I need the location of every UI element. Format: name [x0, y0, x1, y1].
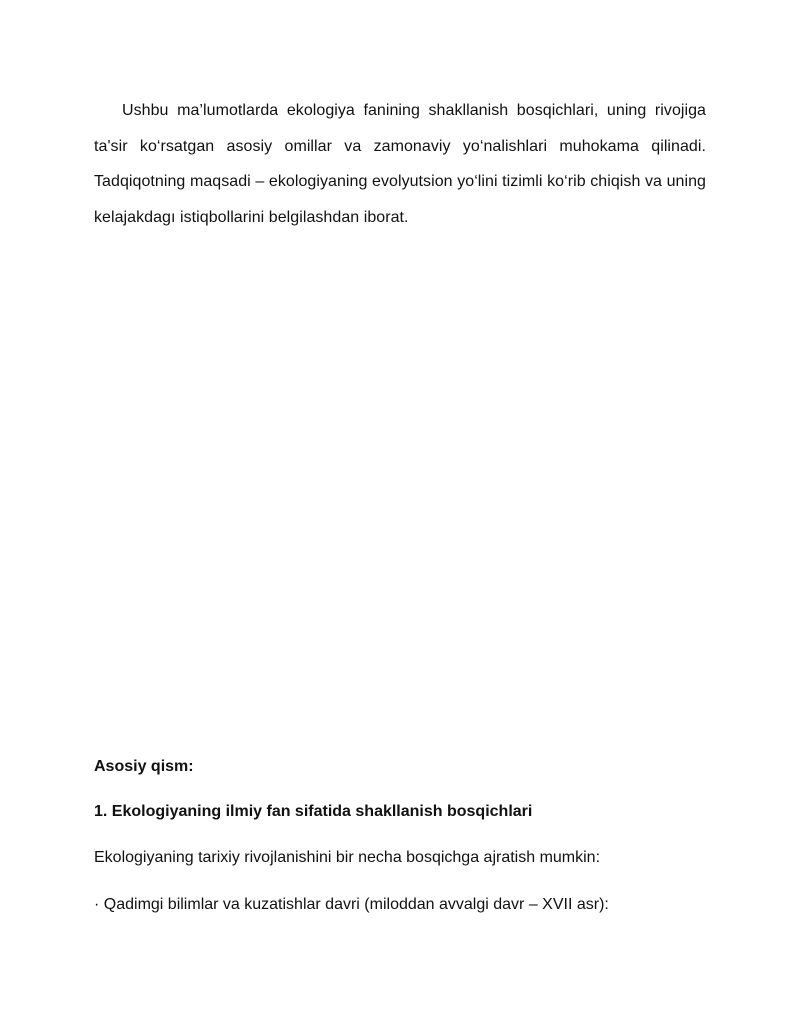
intro-paragraph: Ushbu ma’lumotlarda ekologiya fanining shakllanish bosqichlari, uning rivojiga ta'sir ko‘rsatgan asosiy omillar va zamonaviy yo‘nalishlari muhokama qilinadi. Tadqiqotning maqsadi – ekologiyaning evolyutsion yo‘lini tizimli ko‘rib chiqish va uning kelajakdagı istiqbollarini belgilashdan iborat.	[94, 102, 706, 226]
subsection-heading: 1. Ekologiyaning ilmiy fan sifatida shakllanish bosqichlari	[94, 803, 533, 820]
section-heading: Asosiy qism:	[94, 758, 194, 775]
stages-intro-text: Ekologiyaning tarixiy rivojlanishini bir necha bosqichga ajratish mumkin:	[94, 849, 601, 866]
stage-list-item: · Qadimgi bilimlar va kuzatishlar davri (miloddan avvalgi davr – XVII asr):	[94, 896, 609, 913]
